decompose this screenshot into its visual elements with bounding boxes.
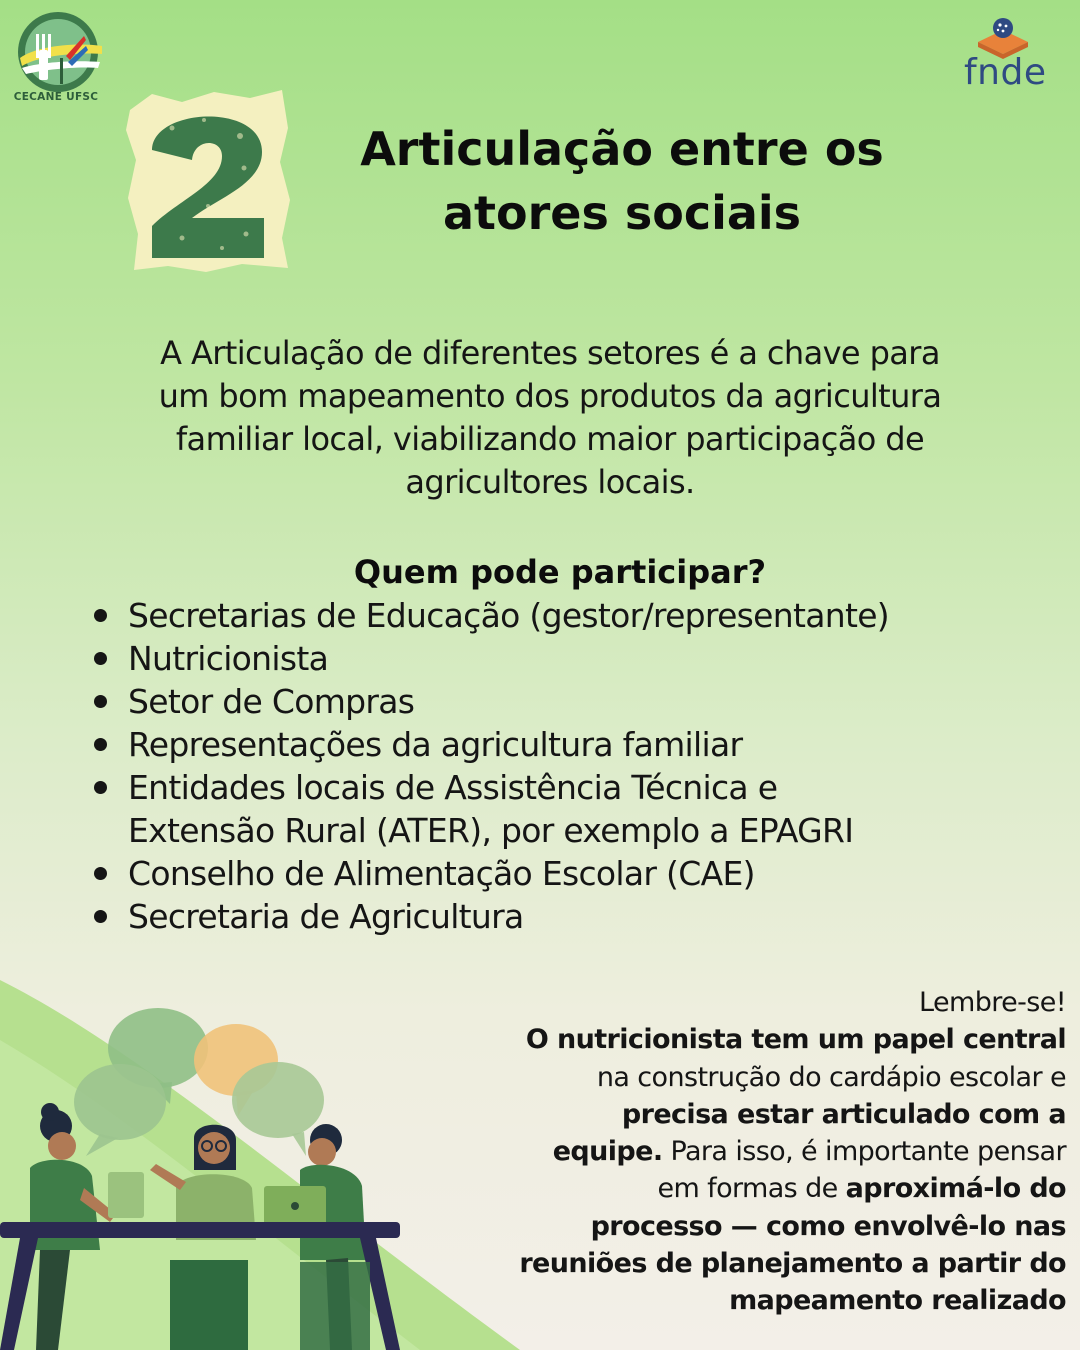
reminder-line-2: na construção do cardápio escolar e [596, 1061, 1066, 1093]
list-item-text: Secretaria de Agricultura [128, 897, 524, 936]
bullet-icon [94, 652, 107, 665]
reminder-line-4: Para isso, é importante pensar [662, 1136, 1066, 1168]
bullet-icon [94, 910, 107, 923]
list-item [92, 852, 1052, 895]
reminder-line-1: O nutricionista tem um papel central [525, 1024, 1066, 1056]
fnde-logo-text: fnde [964, 52, 1047, 93]
intro-paragraph [60, 332, 1040, 504]
title-line-1: Articulação entre os [360, 122, 884, 176]
list-item-text: Setor de Compras [128, 682, 415, 721]
reminder-line-5-bold: aproximá-lo do [845, 1173, 1066, 1205]
intro-line-1: A Articulação de diferentes setores é a chave para [160, 334, 940, 372]
reminder-line-3: precisa estar articulado com a [621, 1098, 1066, 1130]
reminder-line-5: em formas de [657, 1173, 846, 1205]
page-title [290, 117, 954, 245]
title-line-2: atores sociais [442, 186, 802, 240]
reminder-line-4-bold: equipe. [552, 1136, 663, 1168]
participants-heading: Quem pode participar? [353, 553, 767, 591]
intro-line-3: familiar local, viabilizando maior participação de [175, 420, 925, 458]
list-item-text: Nutricionista [128, 639, 329, 678]
reminder-line-6: processo — como envolvê-lo nas [590, 1210, 1066, 1242]
list-item [92, 895, 1052, 938]
list-item-text-continued: Extensão Rural (ATER), por exemplo a EPAGRI [128, 811, 854, 850]
reminder-intro: Lembre-se! [919, 987, 1066, 1018]
number-two-badge-icon [122, 88, 292, 274]
bullet-icon [94, 781, 107, 794]
bullet-icon [94, 738, 107, 751]
bullet-icon [94, 867, 107, 880]
list-item [92, 637, 1052, 680]
list-item [92, 723, 1052, 766]
participants-list [92, 594, 1052, 938]
list-item [92, 680, 1052, 723]
intro-line-2: um bom mapeamento dos produtos da agricultura [158, 377, 942, 415]
list-item-text: Secretarias de Educação (gestor/representante) [128, 596, 889, 635]
reminder-line-7: reuniões de planejamento a partir do [519, 1248, 1066, 1280]
bullet-icon [94, 609, 107, 622]
list-item-text: Conselho de Alimentação Escolar (CAE) [128, 854, 755, 893]
list-item [92, 766, 1052, 852]
list-item-text: Representações da agricultura familiar [128, 725, 743, 764]
cecane-logo-text: CECANE UFSC [13, 91, 99, 103]
intro-line-4: agricultores locais. [405, 463, 695, 501]
people-meeting-illustration [0, 1000, 420, 1350]
list-item [92, 594, 1052, 637]
list-item-text: Entidades locais de Assistência Técnica e [128, 768, 778, 807]
reminder-block [406, 984, 1066, 1320]
bullet-icon [94, 695, 107, 708]
reminder-line-8: mapeamento realizado [729, 1285, 1066, 1317]
